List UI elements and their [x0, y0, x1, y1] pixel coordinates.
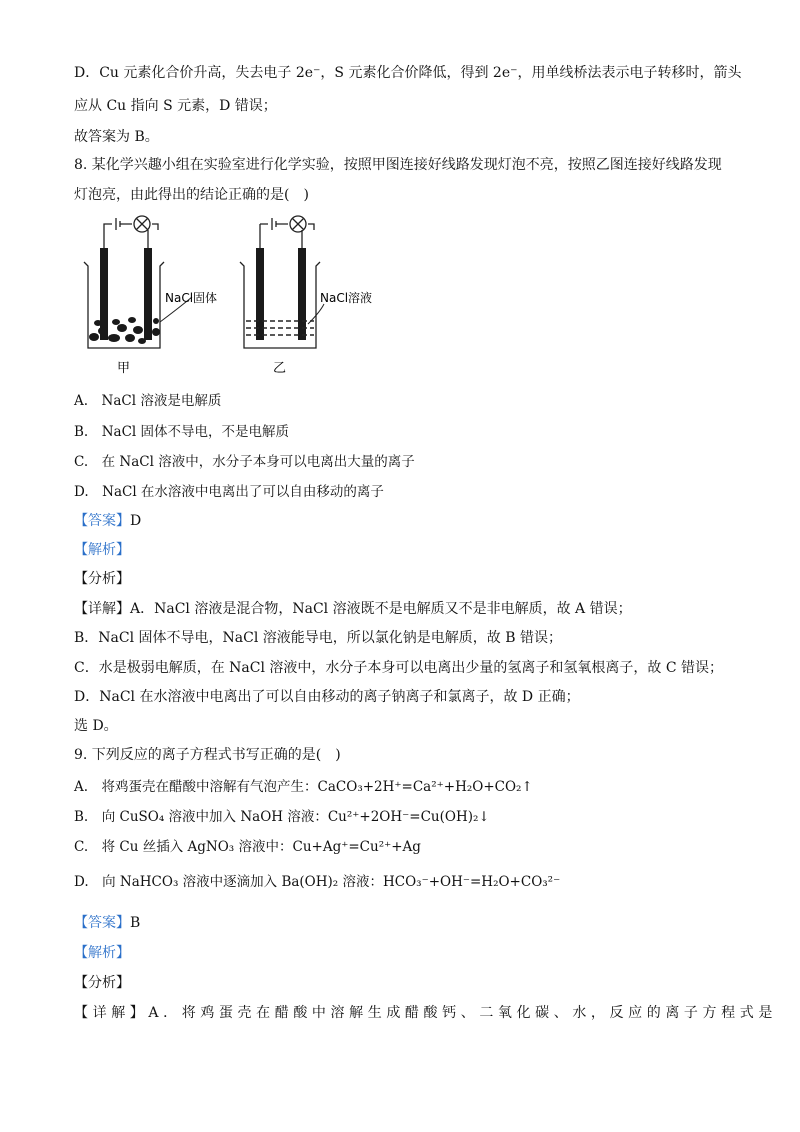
q8-detail-tag: 【详解】 — [74, 601, 130, 617]
q8-option-d: D. NaCl 在水溶液中电离出了可以自由移动的离子 — [74, 484, 384, 500]
electrolyte-conductivity-figure — [70, 212, 410, 382]
electrode-right-jia — [144, 248, 152, 340]
q9-fenxi-tag: 【分析】 — [74, 975, 130, 991]
q8-stem-line-2: 灯泡亮，由此得出的结论正确的是( ) — [74, 187, 309, 203]
q9-answer-tag: 【答案】 — [74, 915, 130, 931]
q8-option-a: A. NaCl 溶液是电解质 — [74, 393, 222, 409]
q9-option-d-text: D. 向 NaHCO₃ 溶液中逐滴加入 Ba(OH)₂ 溶液： — [74, 874, 383, 890]
q9-option-b-text: B. 向 CuSO₄ 溶液中加入 NaOH 溶液： — [74, 809, 328, 825]
q9-detail-a: A．将鸡蛋壳在醋酸中溶解生成醋酸钙、二氧化碳、水，反应的离子方程式是 — [148, 1005, 777, 1021]
q9-option-a-text: A. 将鸡蛋壳在醋酸中溶解有气泡产生： — [74, 779, 318, 795]
q8-analysis-tag: 【解析】 — [74, 542, 130, 558]
label-nacl-solution: NaCl溶液 — [320, 291, 373, 305]
electrode-left-yi — [256, 248, 264, 340]
prev-explanation-line-1: D．Cu 元素化合价升高，失去电子 2e⁻，S 元素化合价降低，得到 2e⁻，用单线桥法表示电子转移时，箭头 — [74, 65, 742, 81]
q8-answer-line — [74, 511, 141, 531]
q8-fenxi-tag: 【分析】 — [74, 571, 130, 587]
caption-yi: 乙 — [273, 361, 287, 376]
electrode-left-jia — [100, 248, 108, 340]
q9-option-a-equation: CaCO₃+2H⁺=Ca²⁺+H₂O+CO₂↑ — [317, 779, 533, 795]
q8-detail-a: A．NaCl 溶液是混合物，NaCl 溶液既不是电解质又不是非电解质，故 A 错误； — [130, 601, 632, 617]
q8-stem-line-1: 8. 某化学兴趣小组在实验室进行化学实验，按照甲图连接好线路发现灯泡不亮，按照乙图连接好线路发现 — [74, 157, 722, 173]
q8-choose: 选 D。 — [74, 718, 118, 734]
q8-detail-b: B．NaCl 固体不导电，NaCl 溶液能导电，所以氯化钠是电解质，故 B 错误； — [74, 630, 562, 646]
q9-option-c-equation: Cu+Ag⁺=Cu²⁺+Ag — [292, 839, 421, 855]
caption-jia: 甲 — [117, 361, 131, 376]
label-nacl-solid: NaCl固体 — [165, 291, 218, 305]
q8-detail-c: C．水是极弱电解质，在 NaCl 溶液中，水分子本身可以电离出少量的氢离子和氢氧根离子，故 C 错误； — [74, 660, 724, 676]
q9-option-d-equation: HCO₃⁻+OH⁻=H₂O+CO₃²⁻ — [383, 874, 561, 890]
q8-detail-d: D．NaCl 在水溶液中电离出了可以自由移动的离子钠离子和氯离子，故 D 正确； — [74, 689, 580, 705]
q9-detail-tag: 【详解】 — [74, 1005, 149, 1021]
q8-answer-value: D — [130, 513, 142, 529]
q9-answer-line — [74, 913, 140, 933]
q9-option-b — [74, 807, 490, 827]
q9-option-c — [74, 837, 421, 857]
prev-answer-line: 故答案为 B。 — [74, 129, 159, 145]
q8-option-c: C. 在 NaCl 溶液中，水分子本身可以电离出大量的离子 — [74, 454, 415, 470]
q8-detail-line-1 — [74, 599, 632, 619]
q9-detail-line-1 — [74, 1003, 777, 1023]
q9-answer-value: B — [130, 915, 141, 931]
q9-stem: 9. 下列反应的离子方程式书写正确的是( ) — [74, 747, 341, 763]
q9-option-d — [74, 872, 560, 892]
q9-analysis-tag: 【解析】 — [74, 945, 130, 961]
q9-option-a — [74, 777, 533, 797]
q8-answer-tag: 【答案】 — [74, 513, 130, 529]
q9-option-b-equation: Cu²⁺+2OH⁻=Cu(OH)₂↓ — [327, 809, 490, 825]
electrode-right-yi — [298, 248, 306, 340]
q8-option-b: B. NaCl 固体不导电，不是电解质 — [74, 424, 290, 440]
prev-explanation-line-2: 应从 Cu 指向 S 元素，D 错误； — [74, 98, 277, 114]
q9-option-c-text: C. 将 Cu 丝插入 AgNO₃ 溶液中： — [74, 839, 293, 855]
